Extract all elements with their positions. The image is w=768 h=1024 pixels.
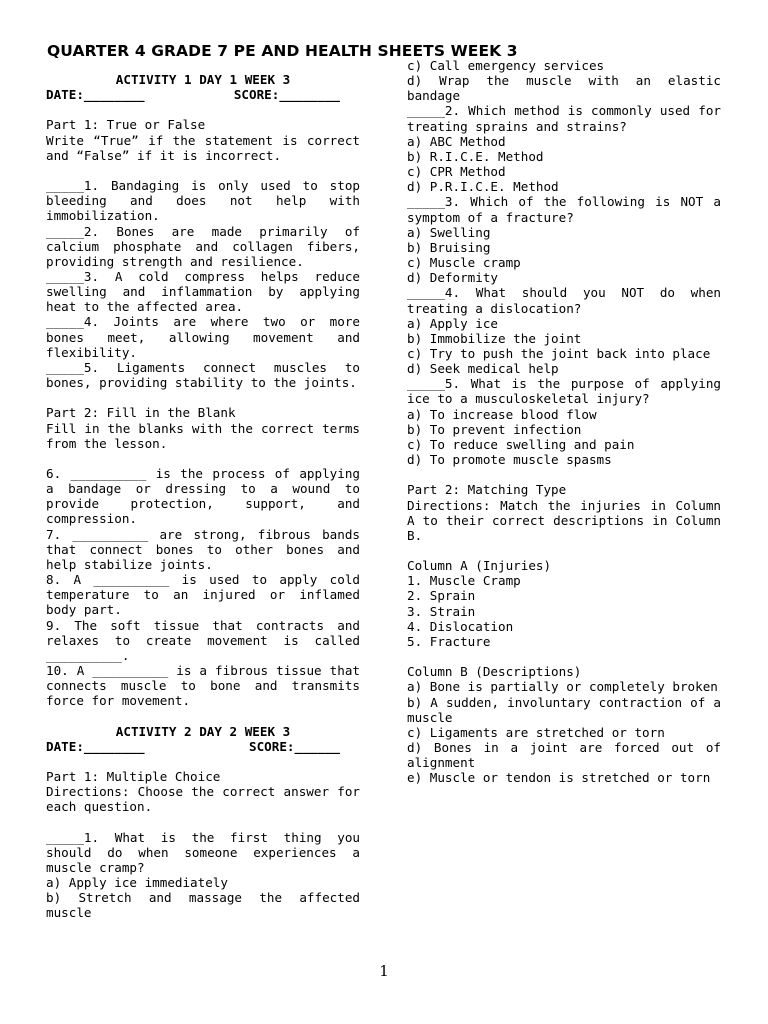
activity1-part2-instructions: Fill in the blanks with the correct terms from the lesson. [46,420,360,451]
activity2-part1-instructions: Directions: Choose the correct answer for each question. [46,784,360,815]
spacer [46,102,360,117]
activity1-score-label: SCORE:________ [233,87,340,103]
activity2-date-score [46,739,360,754]
fill-item-8: 8. A __________ is used to apply cold temperature to an injured or inflamed body part. [46,572,360,618]
spacer [46,163,360,178]
fill-item-7: 7. __________ are strong, fibrous bands that connect bones to other bones and help stabilize joints. [46,526,360,572]
mc-q1-option-c: c) Call emergency services [407,58,605,73]
tf-item-4: _____4. Joints are where two or more bones meet, allowing movement and flexibility. [46,314,360,360]
activity1-part1-title: Part 1: True or False [46,117,206,133]
worksheet-title: QUARTER 4 GRADE 7 PE AND HEALTH SHEETS WEEK 3 [47,42,518,60]
activity2-part1-title: Part 1: Multiple Choice [46,769,221,785]
mc-question-3: _____3. Which of the following is NOT a symptom of a fracture? [407,194,721,225]
fill-item-9: 9. The soft tissue that contracts and relaxes to create movement is called __________. [46,617,360,663]
mc-q1-option-b: b) Stretch and massage the affected muscle [46,890,360,921]
spacer [407,649,721,664]
mc-question-5: _____5. What is the purpose of applying ice to a musculoskeletal injury? [407,376,721,407]
mc-q3-option-b: b) Bruising [407,239,491,255]
column-a-item-4: 4. Dislocation [407,618,514,634]
mc-q5-option-b: b) To prevent infection [407,421,582,437]
column-b-item-d: d) Bones in a joint are forced out of alignment [407,739,721,771]
mc-q5-option-c: c) To reduce swelling and pain [407,436,635,452]
mc-q4-option-d: d) Seek medical help [407,361,559,377]
spacer [46,390,360,405]
fill-item-6: 6. __________ is the process of applying a bandage or dressing to a wound to provide protection, support, and compression. [46,466,360,527]
activity1-part2-title: Part 2: Fill in the Blank [46,405,236,421]
mc-q3-option-a: a) Swelling [407,224,491,240]
column-a-item-1: 1. Muscle Cramp [407,573,521,589]
mc-q1-option-d: d) Wrap the muscle with an elastic bandage [407,73,721,104]
tf-item-2: _____2. Bones are made primarily of calcium phosphate and collagen fibers, providing strength and resilience. [46,223,360,269]
mc-question-1: _____1. What is the first thing you should do when someone experiences a muscle cramp? [46,829,360,876]
mc-q2-option-c: c) CPR Method [407,164,506,180]
mc-q3-option-c: c) Muscle cramp [407,255,521,271]
column-b-item-a: a) Bone is partially or completely broken [407,679,718,695]
spacer [46,815,360,830]
column-b-item-b: b) A sudden, involuntary contraction of a muscle [407,694,721,725]
column-a-title: Column A (Injuries) [407,558,552,574]
mc-q2-option-d: d) P.R.I.C.E. Method [407,179,559,195]
activity2-date-label: DATE:________ [46,738,145,754]
mc-q5-option-d: d) To promote muscle spasms [407,452,612,468]
activity2-part2-title: Part 2: Matching Type [407,482,567,498]
column-a-item-5: 5. Fracture [407,633,491,649]
column-b-item-c: c) Ligaments are stretched or torn [407,724,665,740]
activity2-part2-instructions: Directions: Match the injuries in Column A to their correct descriptions in Column B. [407,497,721,543]
fill-item-10: 10. A __________ is a fibrous tissue that connects muscle to bone and transmits force for movement. [46,663,360,709]
spacer [407,467,721,482]
tf-item-1: _____1. Bandaging is only used to stop bleeding and does not help with immobilization. [46,178,360,224]
spacer [46,451,360,466]
column-a-item-2: 2. Sprain [407,588,476,604]
tf-item-5: _____5. Ligaments connect muscles to bones, providing stability to the joints. [46,359,360,391]
left-column [46,72,360,921]
mc-q4-option-a: a) Apply ice [407,315,498,331]
spacer [46,709,360,724]
mc-q2-option-b: b) R.I.C.E. Method [407,148,544,164]
tf-item-3: _____3. A cold compress helps reduce swelling and inflammation by applying heat to the affected area. [46,269,360,315]
spacer [407,543,721,558]
mc-q4-option-b: b) Immobilize the joint [407,330,582,346]
activity2-heading: ACTIVITY 2 DAY 2 WEEK 3 [115,723,291,739]
column-a-item-3: 3. Strain [407,603,476,619]
column-b-item-e: e) Muscle or tendon is stretched or torn [407,770,711,786]
mc-q2-option-a: a) ABC Method [407,133,506,149]
activity1-heading: ACTIVITY 1 DAY 1 WEEK 3 [115,72,291,87]
mc-question-2: _____2. Which method is commonly used for treating sprains and strains? [407,103,721,134]
activity1-date-score [46,87,360,102]
activity1-part1-instructions: Write “True” if the statement is correct and “False” if it is incorrect. [46,132,360,163]
mc-q4-option-c: c) Try to push the joint back into place [407,345,711,361]
right-column [407,58,721,785]
activity1-date-label: DATE:________ [46,87,145,103]
mc-q3-option-d: d) Deformity [407,270,498,286]
column-b-title: Column B (Descriptions) [407,664,582,680]
spacer [46,754,360,769]
mc-q1-option-a: a) Apply ice immediately [46,875,228,891]
activity2-score-label: SCORE:______ [249,738,340,754]
mc-q5-option-a: a) To increase blood flow [407,406,597,422]
page-number: 1 [379,962,389,980]
mc-question-4: _____4. What should you NOT do when treating a dislocation? [407,285,721,316]
